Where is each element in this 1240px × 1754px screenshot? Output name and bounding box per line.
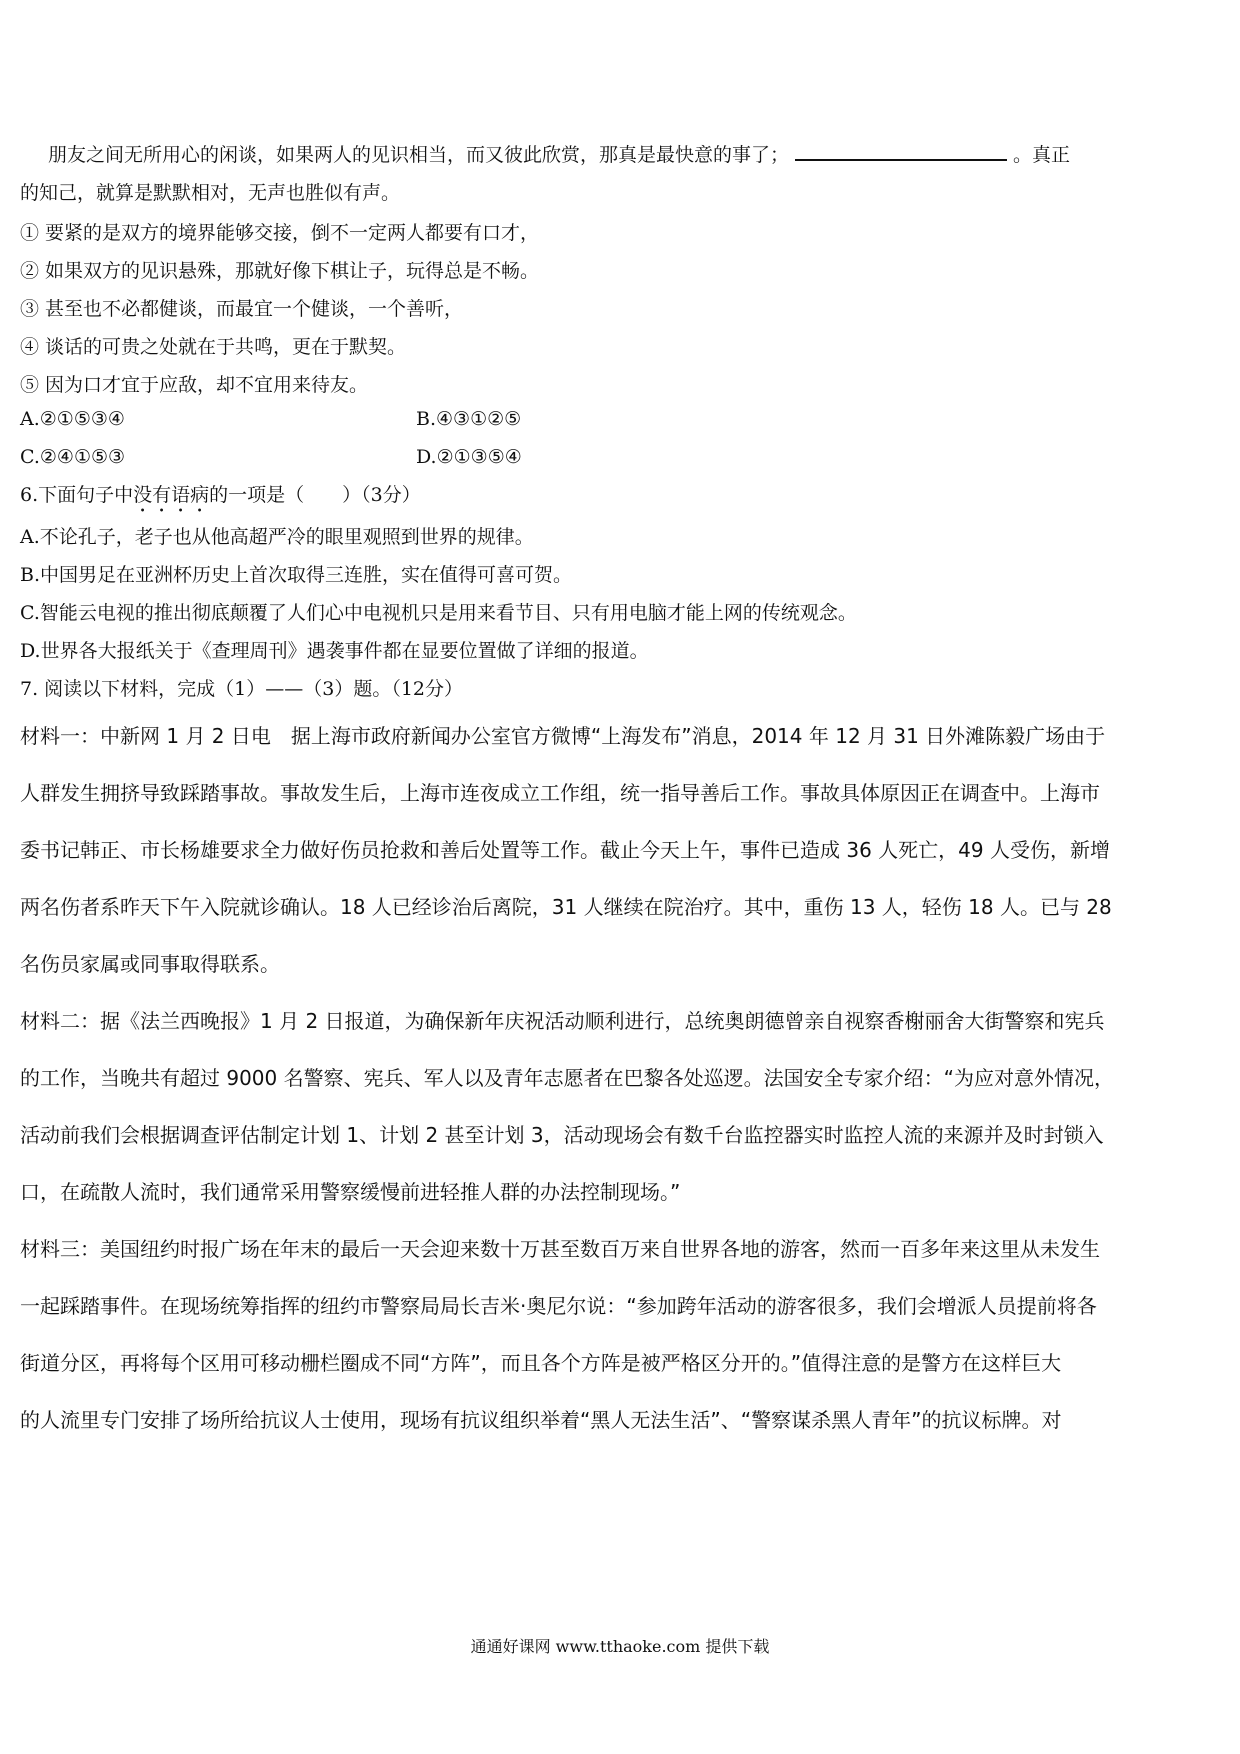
passage-text-before-blank: 朋友之间无所用心的闲谈，如果两人的见识相当，而又彼此欣赏，那真是最快意的事了；	[48, 144, 790, 166]
q7-title: 7. 阅读以下材料，完成（1）——（3）题。（12分）	[20, 678, 464, 700]
material-line: 材料一：中新网 1 月 2 日电 据上海市政府新闻办公室官方微博“上海发布”消息，2014 年 12 月 31 日外滩陈毅广场由于	[20, 724, 1106, 748]
material-line: 的工作，当晚共有超过 9000 名警察、宪兵、军人以及青年志愿者在巴黎各处巡逻。法国安全专家介绍：“为应对意外情况，	[20, 1066, 1114, 1090]
list-item: ③ 甚至也不必都健谈，而最宜一个健谈，一个善听，	[20, 298, 464, 320]
material-line: 名伤员家属或同事取得联系。	[20, 952, 280, 976]
q6-emphasis: 没有语病	[133, 484, 210, 506]
q6-option-b: B.中国男足在亚洲杯历史上首次取得三连胜，实在值得可喜可贺。	[20, 564, 573, 586]
fill-in-blank	[795, 155, 1007, 161]
list-item: ② 如果双方的见识悬殊，那就好像下棋让子，玩得总是不畅。	[20, 260, 540, 282]
passage-line-1	[48, 140, 1070, 167]
q5-option-d: D.②①③⑤④	[416, 446, 522, 468]
q6-prefix: 6.下面句子中	[20, 484, 134, 506]
list-item: ④ 谈话的可贵之处就在于共鸣，更在于默契。	[20, 336, 407, 358]
material-line: 两名伤者系昨天下午入院就诊确认。18 人已经诊治后离院，31 人继续在院治疗。其中，重伤 13 人，轻伤 18 人。已与 28	[20, 895, 1112, 919]
list-item: ① 要紧的是双方的境界能够交接，倒不一定两人都要有口才，	[20, 222, 540, 244]
material-line: 材料三：美国纽约时报广场在年末的最后一天会迎来数十万甚至数百万来自世界各地的游客，然而一百多年来这里从未发生	[20, 1237, 1100, 1261]
material-line: 一起踩踏事件。在现场统筹指挥的纽约市警察局局长吉米·奥尼尔说：“参加跨年活动的游客很多，我们会增派人员提前将各	[20, 1294, 1097, 1318]
q5-option-a: A.②①⑤③④	[20, 408, 125, 430]
q5-option-c: C.②④①⑤③	[20, 446, 126, 468]
material-line: 街道分区，再将每个区用可移动栅栏圈成不同“方阵”，而且各个方阵是被严格区分开的。”值得注意的是警方在这样巨大	[20, 1351, 1062, 1375]
material-line: 委书记韩正、市长杨雄要求全力做好伤员抢救和善后处置等工作。截止今天上午，事件已造成 36 人死亡，49 人受伤，新增	[20, 838, 1110, 862]
passage-text-after-blank: 。真正	[1013, 144, 1071, 166]
q5-option-b: B.④③①②⑤	[416, 408, 522, 430]
q6-option-a: A.不论孔子，老子也从他高超严冷的眼里观照到世界的规律。	[20, 526, 534, 548]
page-footer: 通通好课网 www.tthaoke.com 提供下载	[470, 1637, 770, 1656]
material-line: 口，在疏散人流时，我们通常采用警察缓慢前进轻推人群的办法控制现场。”	[20, 1180, 681, 1204]
q6-title	[20, 480, 421, 517]
q6-option-d: D.世界各大报纸关于《查理周刊》遇袭事件都在显要位置做了详细的报道。	[20, 640, 649, 662]
material-line: 人群发生拥挤导致踩踏事故。事故发生后，上海市连夜成立工作组，统一指导善后工作。事故具体原因正在调查中。上海市	[20, 781, 1100, 805]
material-line: 的人流里专门安排了场所给抗议人士使用，现场有抗议组织举着“黑人无法生活”、“警察谋杀黑人青年”的抗议标牌。对	[20, 1408, 1062, 1432]
material-line: 材料二：据《法兰西晚报》1 月 2 日报道，为确保新年庆祝活动顺利进行，总统奥朗德曾亲自视察香榭丽舍大街警察和宪兵	[20, 1009, 1105, 1033]
q6-option-c: C.智能云电视的推出彻底颠覆了人们心中电视机只是用来看节目、只有用电脑才能上网的传统观念。	[20, 602, 857, 624]
material-line: 活动前我们会根据调查评估制定计划 1、计划 2 甚至计划 3，活动现场会有数千台监控器实时监控人流的来源并及时封锁入	[20, 1123, 1104, 1147]
passage-line-2: 的知己，就算是默默相对，无声也胜似有声。	[20, 182, 401, 204]
list-item: ⑤ 因为口才宜于应敌，却不宜用来待友。	[20, 374, 369, 396]
q6-suffix: 的一项是（ ）（3分）	[209, 484, 421, 506]
